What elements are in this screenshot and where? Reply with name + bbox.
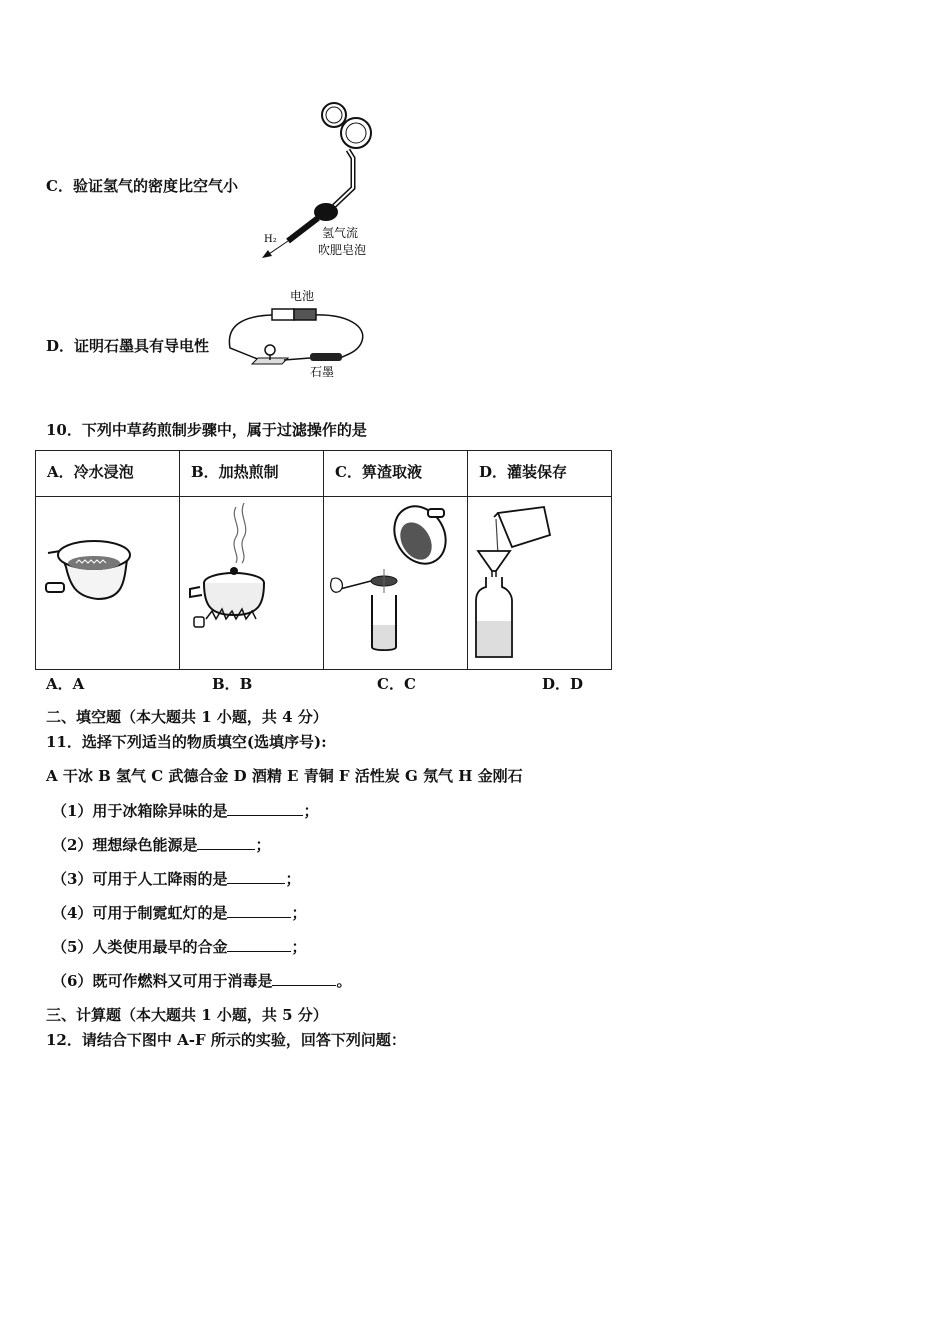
q11-item-3: （3）可用于人工降雨的是 ；	[52, 870, 301, 888]
q10-stem: 10．下列中草药煎制步骤中，属于过滤操作的是	[46, 421, 367, 439]
q11-item-2: （2）理想绿色能源是 ；	[52, 836, 271, 854]
q11-blank-5[interactable]	[227, 937, 291, 952]
battery-label: 电池	[290, 289, 315, 303]
hydrogen-bubble-figure	[258, 98, 388, 268]
q10-option-d-image	[468, 497, 612, 670]
q10-answer-c: C．C	[377, 675, 416, 693]
q10-option-b-header: B．加热煎制	[180, 451, 324, 497]
h2-label: H₂	[264, 234, 277, 245]
q11-item-5: （5）人类使用最早的合金 ；	[52, 938, 307, 956]
q11-blank-3[interactable]	[227, 869, 285, 884]
q10-answer-d: D．D	[542, 675, 584, 693]
section-3-heading: 三、计算题（本大题共 1 小题，共 5 分）	[46, 1006, 328, 1024]
q11-blank-1[interactable]	[227, 801, 303, 816]
q12-stem: 12．请结合下图中 A-F 所示的实验，回答下列问题：	[46, 1031, 406, 1049]
graphite-label: 石墨	[310, 365, 335, 379]
q11-blank-4[interactable]	[227, 903, 291, 918]
q11-item-1: （1）用于冰箱除异味的是 ；	[52, 802, 319, 820]
option-c-text: C．验证氢气的密度比空气小	[46, 177, 238, 195]
fig-line1: 氢气流	[322, 226, 359, 240]
q10-answer-b: B．B	[212, 675, 253, 693]
q11-choices: A 干冰 B 氢气 C 武德合金 D 酒精 E 青铜 F 活性炭 G 氖气 H 金刚石	[46, 767, 523, 785]
q10-option-d-header: D．灌装保存	[468, 451, 612, 497]
q11-item-4: （4）可用于制霓虹灯的是 ；	[52, 904, 307, 922]
q10-option-a-header: A．冷水浸泡	[36, 451, 180, 497]
q10-option-b-image	[180, 497, 324, 670]
q11-blank-2[interactable]	[197, 835, 255, 850]
q11-stem: 11．选择下列适当的物质填空(选填序号):	[46, 733, 327, 751]
soaking-pot-icon	[36, 497, 179, 669]
bottling-icon	[468, 497, 611, 669]
section-2-heading: 二、填空题（本大题共 1 小题，共 4 分）	[46, 708, 328, 726]
boiling-pot-icon	[180, 497, 323, 669]
straining-icon	[324, 497, 467, 669]
graphite-circuit-figure	[222, 286, 372, 381]
q10-option-c-image	[324, 497, 468, 670]
q10-option-a-image	[36, 497, 180, 670]
q11-item-6: （6）既可作燃料又可用于消毒是 。	[52, 972, 352, 990]
q10-answer-a: A．A	[46, 675, 85, 693]
fig-line2: 吹肥皂泡	[318, 243, 367, 257]
q11-blank-6[interactable]	[272, 971, 336, 986]
q10-options-table	[35, 450, 612, 670]
option-d-text: D．证明石墨具有导电性	[46, 337, 210, 355]
q10-option-c-header: C．箅渣取液	[324, 451, 468, 497]
